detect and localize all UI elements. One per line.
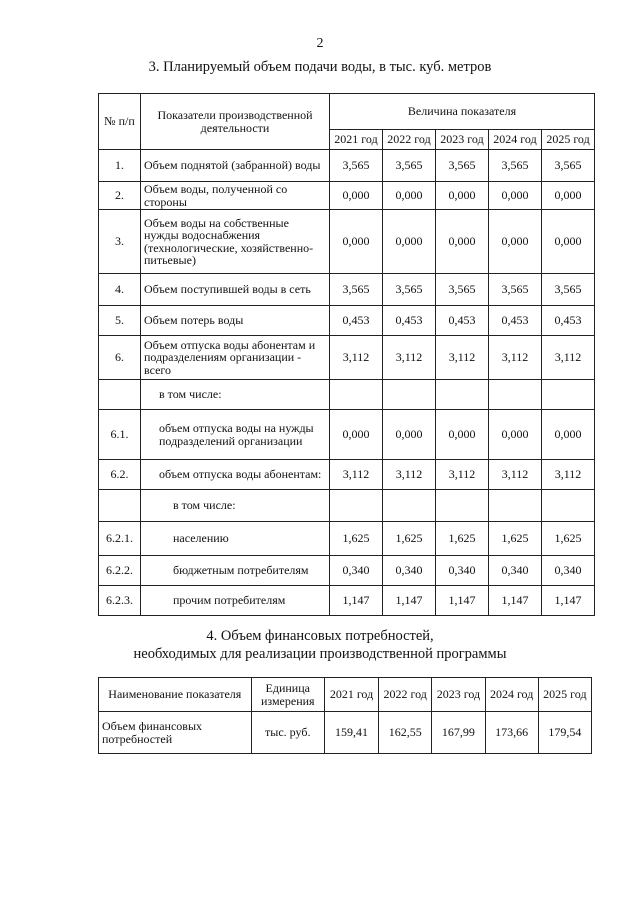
row-value: 3,112 [542, 460, 595, 490]
row-value [383, 380, 436, 410]
row-label: Объем потерь воды [141, 306, 330, 336]
row-value [436, 490, 489, 522]
year-header: 2022 год [383, 130, 436, 150]
row-value: 1,147 [489, 586, 542, 616]
financial-needs-table [98, 677, 592, 754]
row-number: 6.2.2. [99, 556, 141, 586]
row-value: 3,112 [383, 336, 436, 380]
row-value: 3,112 [489, 460, 542, 490]
row-value [436, 380, 489, 410]
col-header-number: № п/п [99, 94, 141, 150]
col-header-indicator: Показатели производственной деятельности [141, 94, 330, 150]
page-number: 2 [316, 36, 324, 51]
row-value: 0,453 [330, 306, 383, 336]
row-value: 167,99 [432, 712, 485, 754]
section-4-title-line2: необходимых для реализации производственной программы [133, 646, 507, 662]
row-label: Объем воды на собственные нужды водоснабжения (технологические, хозяйственно-питьевые) [141, 210, 330, 274]
row-value: 0,340 [436, 556, 489, 586]
row-value: 3,112 [383, 460, 436, 490]
row-value: 1,625 [542, 522, 595, 556]
row-value: 1,625 [489, 522, 542, 556]
table-row [99, 182, 595, 210]
row-value: 0,340 [330, 556, 383, 586]
section-4-title [0, 627, 640, 663]
row-number: 6.1. [99, 410, 141, 460]
table-row [99, 712, 592, 754]
row-value: 3,565 [542, 274, 595, 306]
row-value: 0,000 [436, 182, 489, 210]
row-label: объем отпуска воды на нужды подразделений организации [141, 410, 330, 460]
row-value: 3,565 [489, 150, 542, 182]
row-label: Объем поступившей воды в сеть [141, 274, 330, 306]
row-value: 1,625 [436, 522, 489, 556]
row-value: 1,625 [383, 522, 436, 556]
table-row [99, 210, 595, 274]
table-row [99, 306, 595, 336]
row-number: 5. [99, 306, 141, 336]
row-value: 0,000 [489, 182, 542, 210]
row-value: 0,000 [330, 182, 383, 210]
row-value: 0,340 [489, 556, 542, 586]
row-value: 0,000 [383, 182, 436, 210]
row-number: 1. [99, 150, 141, 182]
section-3-title: 3. Планируемый объем подачи воды, в тыс. куб. метров [148, 59, 492, 75]
row-number: 6. [99, 336, 141, 380]
row-value: 0,453 [436, 306, 489, 336]
row-label: в том числе: [141, 490, 330, 522]
row-value: 1,147 [542, 586, 595, 616]
row-value: 0,000 [330, 210, 383, 274]
row-value: 3,565 [436, 150, 489, 182]
row-value: 0,000 [383, 210, 436, 274]
row-value: 0,340 [383, 556, 436, 586]
table-row [99, 410, 595, 460]
row-value [542, 380, 595, 410]
row-value [542, 490, 595, 522]
row-number: 4. [99, 274, 141, 306]
row-value: 1,147 [383, 586, 436, 616]
row-value: 0,000 [383, 410, 436, 460]
row-value: 0,453 [489, 306, 542, 336]
table-row [99, 380, 595, 410]
row-value: 3,112 [330, 460, 383, 490]
row-value [489, 380, 542, 410]
row-value: 0,000 [542, 210, 595, 274]
row-label: в том числе: [141, 380, 330, 410]
row-number: 2. [99, 182, 141, 210]
row-value: 3,565 [383, 150, 436, 182]
table-row [99, 274, 595, 306]
row-number: 3. [99, 210, 141, 274]
row-value: 3,112 [330, 336, 383, 380]
row-label: Объем воды, полученной со стороны [141, 182, 330, 210]
year-header: 2023 год [432, 678, 485, 712]
row-number [99, 380, 141, 410]
row-value: 0,453 [542, 306, 595, 336]
row-value: 3,565 [330, 274, 383, 306]
year-header: 2022 год [379, 678, 432, 712]
row-value: 3,565 [330, 150, 383, 182]
row-value: 162,55 [379, 712, 432, 754]
year-header: 2021 год [324, 678, 378, 712]
table-row [99, 490, 595, 522]
table-row [99, 336, 595, 380]
row-label: Объем финансовых потребностей [99, 712, 252, 754]
row-value: 0,000 [436, 410, 489, 460]
table-row [99, 150, 595, 182]
table-row [99, 586, 595, 616]
row-value: 3,112 [436, 460, 489, 490]
row-value: 3,112 [436, 336, 489, 380]
row-label: прочим потребителям [141, 586, 330, 616]
row-value [330, 380, 383, 410]
row-value: 3,112 [489, 336, 542, 380]
row-label: Объем отпуска воды абонентам и подразделениям организации - всего [141, 336, 330, 380]
year-header: 2021 год [330, 130, 383, 150]
row-value: 0,000 [542, 182, 595, 210]
row-value: 1,147 [330, 586, 383, 616]
table-row [99, 522, 595, 556]
row-value: 3,565 [542, 150, 595, 182]
row-value: 1,625 [330, 522, 383, 556]
row-value: 3,565 [383, 274, 436, 306]
row-value: 0,340 [542, 556, 595, 586]
row-label: населению [141, 522, 330, 556]
row-value [489, 490, 542, 522]
year-header: 2025 год [542, 130, 595, 150]
row-unit: тыс. руб. [251, 712, 324, 754]
row-label: бюджетным потребителям [141, 556, 330, 586]
row-value: 0,000 [489, 410, 542, 460]
col-header-name: Наименование показателя [99, 678, 252, 712]
row-value: 0,000 [436, 210, 489, 274]
section-4-title-line1: 4. Объем финансовых потребностей, [206, 628, 434, 644]
row-value: 179,54 [538, 712, 591, 754]
row-value [330, 490, 383, 522]
year-header: 2023 год [436, 130, 489, 150]
row-value: 3,565 [436, 274, 489, 306]
table-row [99, 460, 595, 490]
row-label: Объем поднятой (забранной) воды [141, 150, 330, 182]
row-number: 6.2.1. [99, 522, 141, 556]
row-value [383, 490, 436, 522]
row-value: 0,000 [542, 410, 595, 460]
row-value: 159,41 [324, 712, 378, 754]
row-value: 0,000 [489, 210, 542, 274]
year-header: 2025 год [538, 678, 591, 712]
year-header: 2024 год [485, 678, 538, 712]
row-value: 3,112 [542, 336, 595, 380]
row-value: 1,147 [436, 586, 489, 616]
row-value: 3,565 [489, 274, 542, 306]
col-header-unit: Единица измерения [251, 678, 324, 712]
row-value: 0,453 [383, 306, 436, 336]
row-number [99, 490, 141, 522]
row-value: 0,000 [330, 410, 383, 460]
table-row [99, 556, 595, 586]
row-label: объем отпуска воды абонентам: [141, 460, 330, 490]
row-number: 6.2.3. [99, 586, 141, 616]
water-supply-table [98, 93, 595, 616]
year-header: 2024 год [489, 130, 542, 150]
row-number: 6.2. [99, 460, 141, 490]
col-header-value: Величина показателя [330, 94, 595, 130]
row-value: 173,66 [485, 712, 538, 754]
